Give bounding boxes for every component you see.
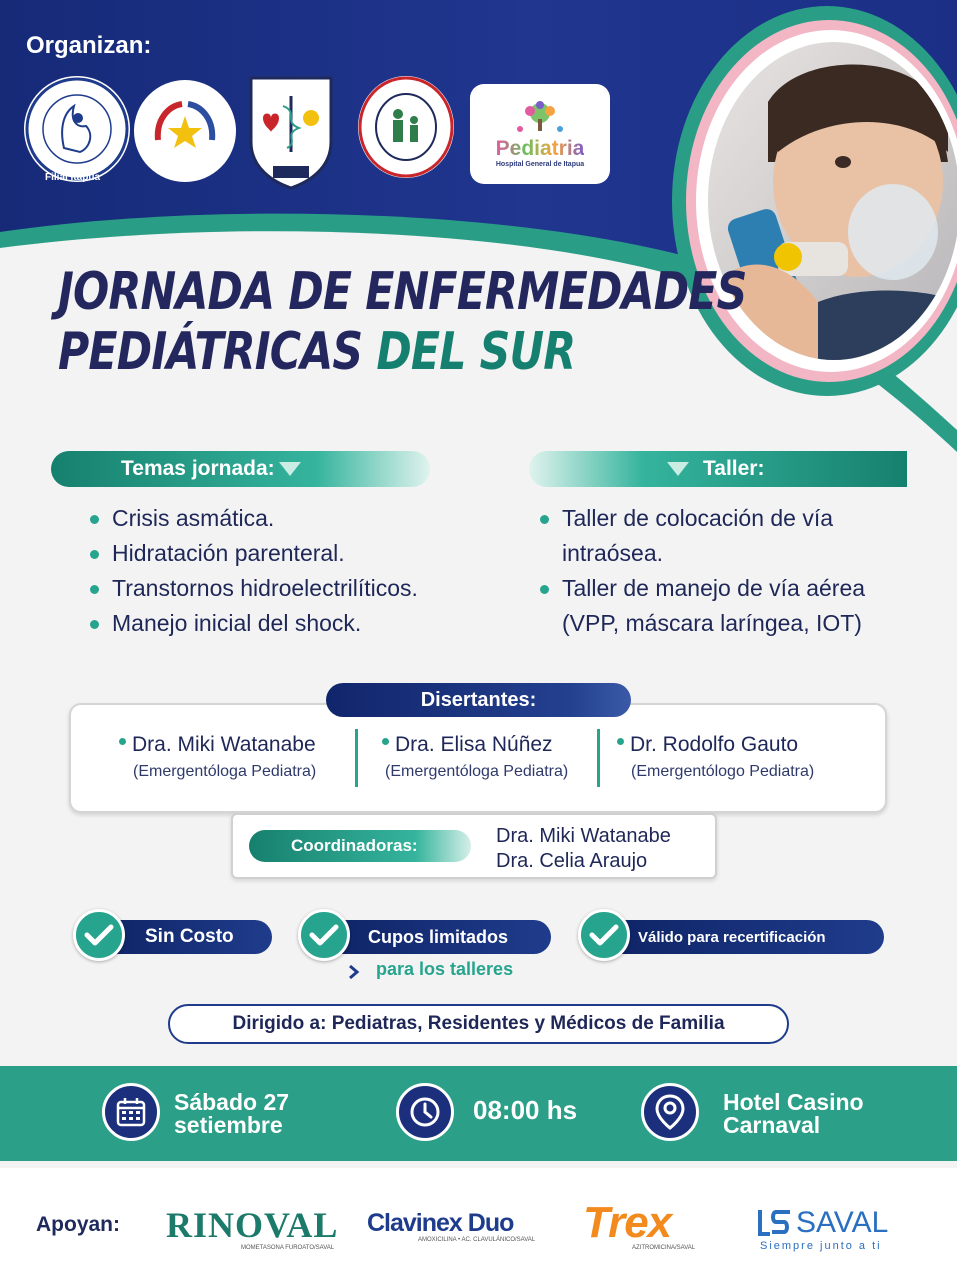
taller-list — [540, 501, 920, 641]
dirigido-a-banner: Dirigido a: Pediatras, Residentes y Médicos de Familia — [168, 1004, 789, 1044]
taller-label: Taller: — [703, 457, 765, 480]
speaker-role: (Emergentólogo Pediatra) — [631, 763, 815, 780]
triangle-down-icon — [667, 462, 689, 476]
apoyan-label: Apoyan: — [36, 1213, 120, 1236]
speaker-name: Dra. Miki Watanabe — [119, 733, 316, 757]
pediatria-word: Pediatria — [495, 136, 585, 160]
place-line1: Hotel Casino — [723, 1089, 864, 1115]
child-inhaler-photo — [672, 6, 957, 396]
calendar-icon — [102, 1083, 160, 1141]
list-item: Taller de manejo de vía aérea (VPP, máscara laríngea, IOT) — [540, 571, 920, 641]
event-date — [174, 1091, 289, 1137]
trex-logo: Trex — [583, 1198, 672, 1247]
speaker-role: (Emergentóloga Pediatra) — [133, 763, 317, 780]
rinoval-sub: MOMETASONA FUROATO/SAVAL — [241, 1245, 335, 1251]
pediatria-sub: Hospital General de Itapua — [495, 160, 585, 168]
saval-logo: SAVAL — [796, 1206, 889, 1239]
paraguay-seal-logo — [134, 80, 236, 182]
date-line2: setiembre — [174, 1112, 283, 1138]
divider — [355, 729, 358, 787]
coordinadora-name: Dra. Miki Watanabe — [496, 825, 671, 847]
event-time: 08:00 hs — [473, 1095, 578, 1125]
title-del-sur: DEL SUR — [376, 322, 576, 382]
coordinadoras-header: Coordinadoras: — [249, 830, 471, 862]
check-icon — [578, 909, 630, 961]
place-line2: Carnaval — [723, 1112, 821, 1138]
list-item: Crisis asmática. — [90, 501, 418, 536]
filial-label: Filial Itapúa — [45, 172, 101, 183]
recertificacion-badge: Válido para recertificación — [606, 920, 884, 954]
event-place — [723, 1091, 864, 1137]
list-item: Hidratación parenteral. — [90, 536, 418, 571]
taller-header — [529, 451, 907, 487]
check-icon — [298, 909, 350, 961]
temas-label: Temas jornada: — [121, 457, 275, 480]
date-line1: Sábado 27 — [174, 1089, 290, 1115]
divider — [597, 729, 600, 787]
clavinex-logo: Clavinex Duo — [367, 1209, 514, 1237]
title-pediatricas: PEDIÁTRICAS — [58, 322, 377, 382]
speaker-2 — [382, 733, 568, 781]
cupos-sub-label: para los talleres — [376, 959, 514, 979]
event-title-line2 — [58, 322, 575, 382]
clavinex-sub: AMOXICILINA • AC. CLAVULÁNICO/SAVAL — [418, 1237, 536, 1243]
sociedad-pediatria-logo — [24, 76, 130, 182]
speaker-3 — [617, 733, 814, 781]
location-pin-icon — [641, 1083, 699, 1141]
list-item: Transtornos hidroelectrilíticos. — [90, 571, 418, 606]
coordinadora-name: Dra. Celia Araujo — [496, 850, 648, 872]
temas-list — [90, 501, 418, 641]
pediatria-hospital-logo — [470, 84, 610, 184]
speaker-name: Dr. Rodolfo Gauto — [617, 733, 814, 757]
rinoval-logo: RINOVAL — [166, 1205, 339, 1245]
disertantes-header: Disertantes: — [326, 683, 631, 717]
organizan-label: Organizan: — [26, 32, 152, 59]
trex-sub: AZITROMICINA/SAVAL — [632, 1245, 696, 1251]
speaker-role: (Emergentóloga Pediatra) — [385, 763, 569, 780]
list-item: Taller de colocación de vía intraósea. — [540, 501, 920, 571]
speaker-1 — [119, 733, 316, 781]
coordinadoras-names — [496, 824, 671, 874]
facultad-medicina-shield-logo — [247, 72, 335, 190]
cupos-badge: Cupos limitados — [326, 920, 551, 954]
temas-header — [51, 451, 430, 487]
saval-mark-icon — [758, 1208, 792, 1236]
speaker-name: Dra. Elisa Núñez — [382, 733, 568, 757]
ips-logo — [358, 76, 454, 178]
check-icon — [73, 909, 125, 961]
saval-tagline: Siempre junto a ti — [760, 1240, 882, 1252]
event-title-line1: JORNADA DE ENFERMEDADES — [58, 262, 747, 322]
tree-icon — [510, 101, 570, 135]
chevron-right-icon — [347, 964, 361, 980]
triangle-down-icon — [279, 462, 301, 476]
list-item: Manejo inicial del shock. — [90, 606, 418, 641]
clock-icon — [396, 1083, 454, 1141]
sin-costo-badge: Sin Costo — [100, 920, 272, 954]
